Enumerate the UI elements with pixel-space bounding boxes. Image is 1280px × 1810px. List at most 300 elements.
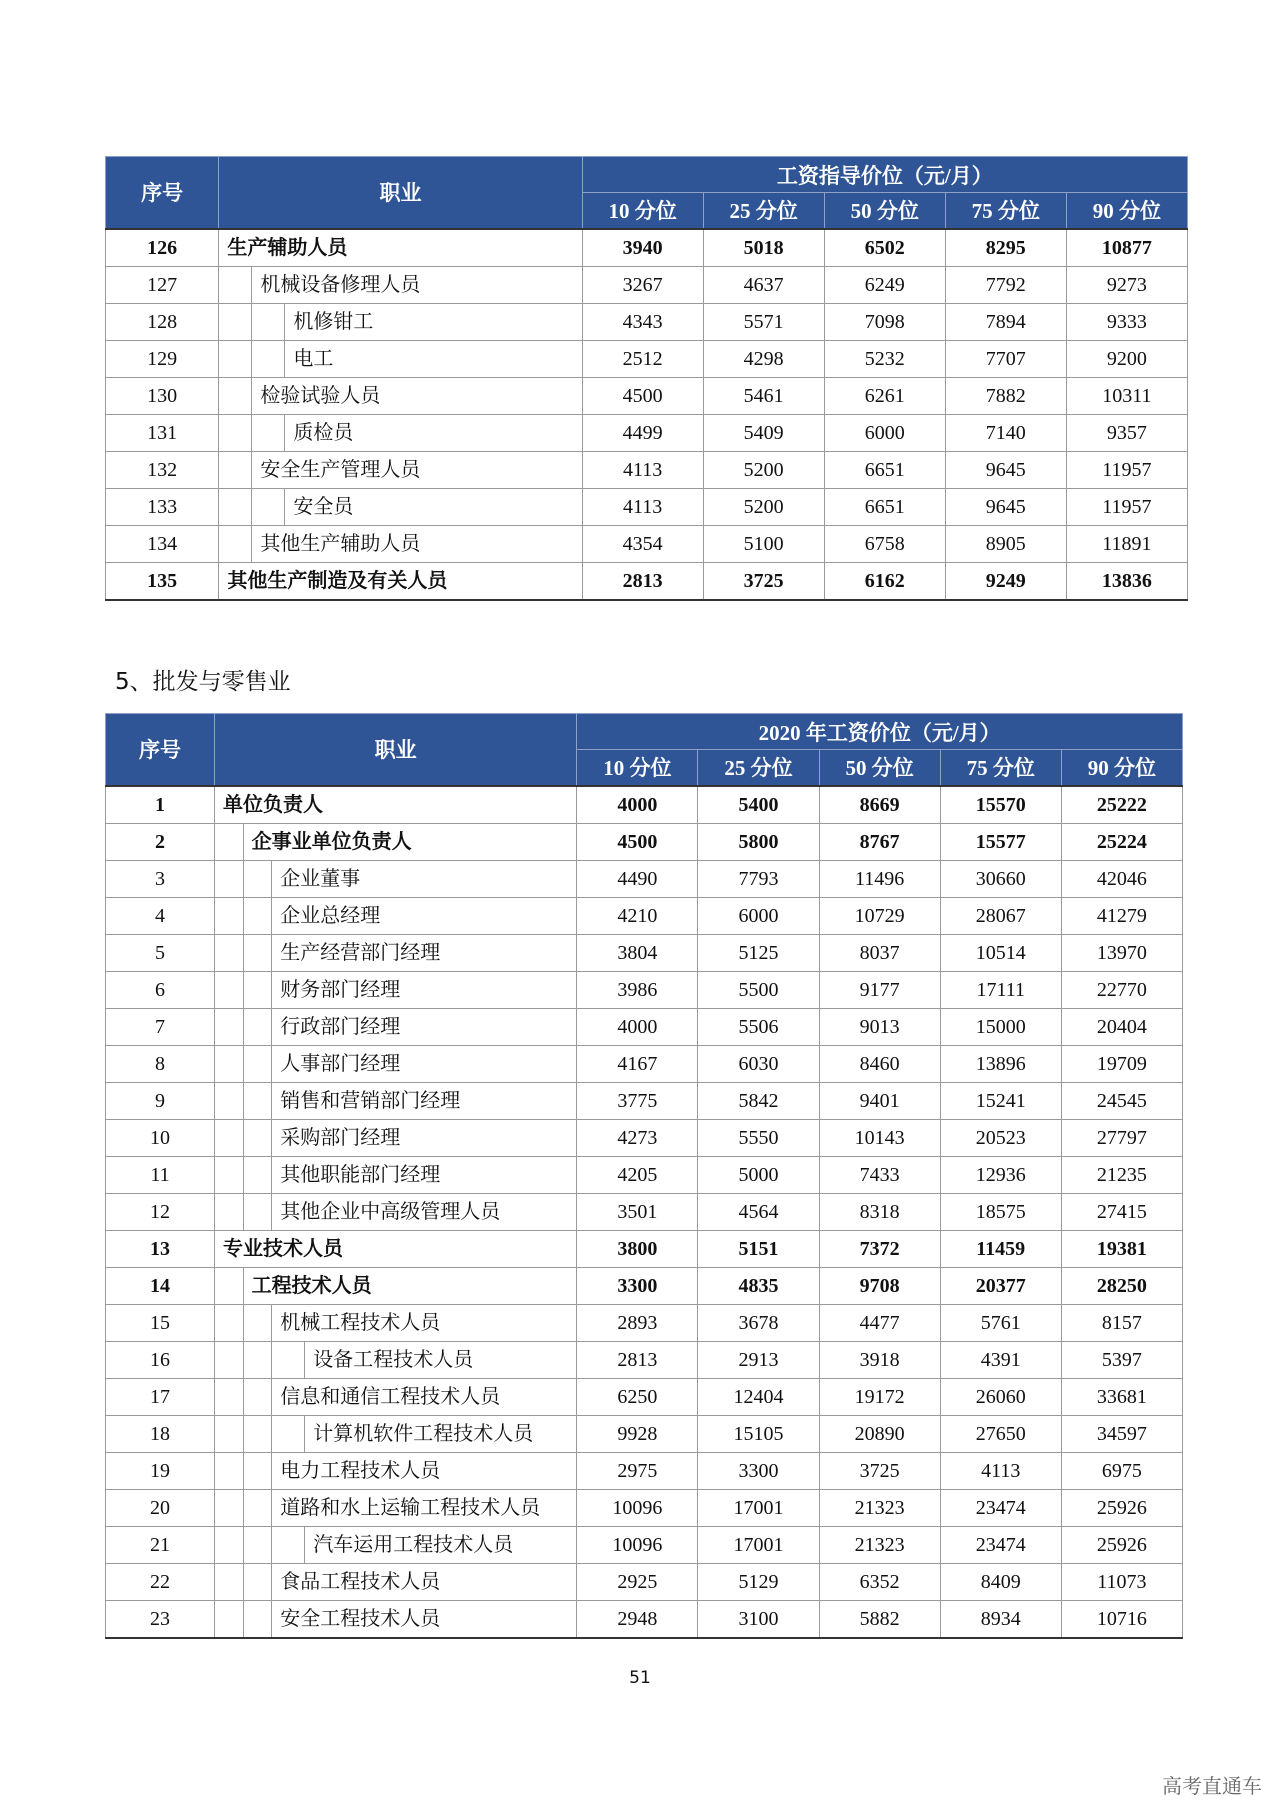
row-value-p25: 3725 xyxy=(703,562,824,600)
row-value-p10: 3300 xyxy=(577,1267,698,1304)
row-value-p90: 9333 xyxy=(1066,303,1187,340)
row-occupation: 生产经营部门经理 xyxy=(272,934,577,971)
row-value-p10: 2975 xyxy=(577,1452,698,1489)
row-seq: 20 xyxy=(106,1489,215,1526)
indent-cell xyxy=(252,488,285,525)
row-value-p50: 9177 xyxy=(819,971,940,1008)
row-value-p75: 9249 xyxy=(945,562,1066,600)
header-p25: 25 分位 xyxy=(698,750,819,786)
row-occupation: 企事业单位负责人 xyxy=(243,823,577,860)
table-row xyxy=(106,823,1183,860)
table-row xyxy=(106,1415,1183,1452)
table-row xyxy=(106,303,1188,340)
table-row xyxy=(106,451,1188,488)
row-value-p10: 3940 xyxy=(582,229,703,267)
row-value-p25: 5151 xyxy=(698,1230,819,1267)
table-row xyxy=(106,897,1183,934)
row-value-p25: 17001 xyxy=(698,1526,819,1563)
row-value-p10: 2512 xyxy=(582,340,703,377)
table-row xyxy=(106,1267,1183,1304)
row-seq: 6 xyxy=(106,971,215,1008)
row-occupation: 信息和通信工程技术人员 xyxy=(272,1378,577,1415)
row-value-p25: 3100 xyxy=(698,1600,819,1638)
table-row xyxy=(106,1193,1183,1230)
row-value-p25: 4564 xyxy=(698,1193,819,1230)
row-occupation: 电工 xyxy=(285,340,582,377)
indent-cell xyxy=(215,934,244,971)
header-p90: 90 分位 xyxy=(1061,750,1182,786)
row-occupation: 行政部门经理 xyxy=(272,1008,577,1045)
table1-body xyxy=(106,229,1188,600)
row-occupation: 人事部门经理 xyxy=(272,1045,577,1082)
header-p10: 10 分位 xyxy=(577,750,698,786)
row-seq: 22 xyxy=(106,1563,215,1600)
row-value-p50: 10143 xyxy=(819,1119,940,1156)
row-occupation: 安全工程技术人员 xyxy=(272,1600,577,1638)
row-value-p50: 21323 xyxy=(819,1489,940,1526)
row-value-p10: 2948 xyxy=(577,1600,698,1638)
row-value-p25: 5800 xyxy=(698,823,819,860)
row-value-p10: 3800 xyxy=(577,1230,698,1267)
row-seq: 15 xyxy=(106,1304,215,1341)
row-value-p25: 5506 xyxy=(698,1008,819,1045)
indent-cell xyxy=(243,1563,272,1600)
row-value-p75: 23474 xyxy=(940,1489,1061,1526)
row-value-p50: 21323 xyxy=(819,1526,940,1563)
header-p75: 75 分位 xyxy=(940,750,1061,786)
row-occupation: 检验试验人员 xyxy=(252,377,582,414)
row-value-p75: 4391 xyxy=(940,1341,1061,1378)
row-value-p10: 3501 xyxy=(577,1193,698,1230)
row-occupation: 企业总经理 xyxy=(272,897,577,934)
row-value-p90: 9273 xyxy=(1066,266,1187,303)
indent-cell xyxy=(243,971,272,1008)
row-value-p50: 6651 xyxy=(824,451,945,488)
row-value-p25: 6030 xyxy=(698,1045,819,1082)
row-value-p90: 19709 xyxy=(1061,1045,1182,1082)
row-value-p10: 4000 xyxy=(577,786,698,824)
row-value-p50: 8460 xyxy=(819,1045,940,1082)
row-occupation: 计算机软件工程技术人员 xyxy=(305,1415,577,1452)
header-p90: 90 分位 xyxy=(1066,193,1187,229)
row-value-p25: 3300 xyxy=(698,1452,819,1489)
row-seq: 128 xyxy=(106,303,219,340)
row-value-p75: 18575 xyxy=(940,1193,1061,1230)
table-row xyxy=(106,1045,1183,1082)
row-value-p75: 15570 xyxy=(940,786,1061,824)
row-value-p50: 6502 xyxy=(824,229,945,267)
row-value-p25: 5400 xyxy=(698,786,819,824)
indent-cell xyxy=(219,451,252,488)
row-value-p90: 11957 xyxy=(1066,488,1187,525)
row-seq: 7 xyxy=(106,1008,215,1045)
row-seq: 129 xyxy=(106,340,219,377)
row-seq: 10 xyxy=(106,1119,215,1156)
indent-cell xyxy=(243,897,272,934)
row-value-p90: 20404 xyxy=(1061,1008,1182,1045)
row-seq: 135 xyxy=(106,562,219,600)
indent-cell xyxy=(243,1156,272,1193)
table-row xyxy=(106,1526,1183,1563)
row-value-p50: 9708 xyxy=(819,1267,940,1304)
row-value-p90: 25222 xyxy=(1061,786,1182,824)
row-value-p10: 3267 xyxy=(582,266,703,303)
table-row xyxy=(106,562,1188,600)
row-value-p25: 5461 xyxy=(703,377,824,414)
row-occupation: 道路和水上运输工程技术人员 xyxy=(272,1489,577,1526)
indent-cell xyxy=(215,860,244,897)
row-value-p75: 15577 xyxy=(940,823,1061,860)
row-occupation: 其他职能部门经理 xyxy=(272,1156,577,1193)
row-value-p25: 2913 xyxy=(698,1341,819,1378)
indent-cell xyxy=(215,1341,244,1378)
indent-cell xyxy=(243,1082,272,1119)
row-value-p75: 26060 xyxy=(940,1378,1061,1415)
row-seq: 18 xyxy=(106,1415,215,1452)
indent-cell xyxy=(215,1045,244,1082)
row-value-p75: 7882 xyxy=(945,377,1066,414)
row-value-p90: 10877 xyxy=(1066,229,1187,267)
row-value-p10: 2813 xyxy=(582,562,703,600)
header-p10: 10 分位 xyxy=(582,193,703,229)
table-row xyxy=(106,971,1183,1008)
row-value-p90: 25224 xyxy=(1061,823,1182,860)
row-seq: 12 xyxy=(106,1193,215,1230)
indent-cell xyxy=(219,525,252,562)
row-value-p10: 4167 xyxy=(577,1045,698,1082)
row-value-p75: 15000 xyxy=(940,1008,1061,1045)
table-row xyxy=(106,340,1188,377)
row-occupation: 设备工程技术人员 xyxy=(305,1341,577,1378)
indent-cell xyxy=(219,414,252,451)
row-value-p25: 5129 xyxy=(698,1563,819,1600)
row-value-p25: 3678 xyxy=(698,1304,819,1341)
row-occupation: 单位负责人 xyxy=(215,786,577,824)
row-value-p10: 2925 xyxy=(577,1563,698,1600)
row-occupation: 其他生产制造及有关人员 xyxy=(219,562,582,600)
row-value-p75: 7894 xyxy=(945,303,1066,340)
row-value-p25: 5550 xyxy=(698,1119,819,1156)
indent-cell xyxy=(215,1008,244,1045)
row-value-p90: 27797 xyxy=(1061,1119,1182,1156)
row-value-p10: 4500 xyxy=(577,823,698,860)
row-value-p25: 15105 xyxy=(698,1415,819,1452)
row-value-p50: 8318 xyxy=(819,1193,940,1230)
row-value-p90: 11891 xyxy=(1066,525,1187,562)
row-value-p10: 10096 xyxy=(577,1526,698,1563)
indent-cell xyxy=(219,377,252,414)
row-value-p50: 6261 xyxy=(824,377,945,414)
row-value-p90: 8157 xyxy=(1061,1304,1182,1341)
indent-cell xyxy=(215,823,244,860)
row-value-p10: 4210 xyxy=(577,897,698,934)
row-value-p75: 15241 xyxy=(940,1082,1061,1119)
row-value-p75: 7792 xyxy=(945,266,1066,303)
row-value-p50: 6000 xyxy=(824,414,945,451)
indent-cell xyxy=(215,1452,244,1489)
row-value-p25: 6000 xyxy=(698,897,819,934)
indent-cell xyxy=(215,971,244,1008)
row-seq: 131 xyxy=(106,414,219,451)
table-row xyxy=(106,414,1188,451)
row-value-p90: 24545 xyxy=(1061,1082,1182,1119)
row-occupation: 汽车运用工程技术人员 xyxy=(305,1526,577,1563)
row-value-p75: 27650 xyxy=(940,1415,1061,1452)
indent-cell xyxy=(215,1600,244,1638)
table-row xyxy=(106,860,1183,897)
row-value-p10: 2893 xyxy=(577,1304,698,1341)
row-value-p50: 5232 xyxy=(824,340,945,377)
table-row xyxy=(106,1119,1183,1156)
row-value-p75: 10514 xyxy=(940,934,1061,971)
row-occupation: 机械设备修理人员 xyxy=(252,266,582,303)
row-value-p75: 9645 xyxy=(945,488,1066,525)
indent-cell xyxy=(252,414,285,451)
row-seq: 133 xyxy=(106,488,219,525)
section-title: 5、批发与零售业 xyxy=(115,669,291,695)
row-value-p90: 9357 xyxy=(1066,414,1187,451)
row-value-p90: 10716 xyxy=(1061,1600,1182,1638)
row-value-p90: 19381 xyxy=(1061,1230,1182,1267)
row-value-p50: 9401 xyxy=(819,1082,940,1119)
row-value-p10: 4205 xyxy=(577,1156,698,1193)
indent-cell xyxy=(243,1045,272,1082)
row-value-p75: 8295 xyxy=(945,229,1066,267)
table-row xyxy=(106,1008,1183,1045)
row-value-p90: 21235 xyxy=(1061,1156,1182,1193)
header-p50: 50 分位 xyxy=(819,750,940,786)
row-value-p25: 5125 xyxy=(698,934,819,971)
row-seq: 5 xyxy=(106,934,215,971)
row-value-p25: 4835 xyxy=(698,1267,819,1304)
row-value-p75: 11459 xyxy=(940,1230,1061,1267)
row-value-p25: 5100 xyxy=(703,525,824,562)
row-value-p50: 8669 xyxy=(819,786,940,824)
table-row xyxy=(106,1489,1183,1526)
row-value-p10: 4490 xyxy=(577,860,698,897)
row-value-p90: 34597 xyxy=(1061,1415,1182,1452)
row-value-p90: 28250 xyxy=(1061,1267,1182,1304)
row-value-p90: 25926 xyxy=(1061,1489,1182,1526)
row-occupation: 安全生产管理人员 xyxy=(252,451,582,488)
header-wage-group: 2020 年工资价位（元/月） xyxy=(577,714,1183,750)
row-seq: 3 xyxy=(106,860,215,897)
row-value-p25: 4298 xyxy=(703,340,824,377)
indent-cell xyxy=(272,1341,305,1378)
row-value-p10: 2813 xyxy=(577,1341,698,1378)
indent-cell xyxy=(215,1563,244,1600)
row-value-p75: 9645 xyxy=(945,451,1066,488)
row-value-p50: 9013 xyxy=(819,1008,940,1045)
row-seq: 1 xyxy=(106,786,215,824)
table-row xyxy=(106,1600,1183,1638)
row-value-p90: 13836 xyxy=(1066,562,1187,600)
indent-cell xyxy=(243,1415,272,1452)
table2-body xyxy=(106,786,1183,1638)
row-value-p50: 4477 xyxy=(819,1304,940,1341)
row-value-p10: 6250 xyxy=(577,1378,698,1415)
row-value-p90: 41279 xyxy=(1061,897,1182,934)
row-value-p10: 4499 xyxy=(582,414,703,451)
indent-cell xyxy=(219,303,252,340)
row-value-p90: 5397 xyxy=(1061,1341,1182,1378)
row-value-p90: 10311 xyxy=(1066,377,1187,414)
row-seq: 19 xyxy=(106,1452,215,1489)
table-row xyxy=(106,1563,1183,1600)
row-occupation: 销售和营销部门经理 xyxy=(272,1082,577,1119)
row-occupation: 食品工程技术人员 xyxy=(272,1563,577,1600)
indent-cell xyxy=(243,860,272,897)
indent-cell xyxy=(243,1378,272,1415)
indent-cell xyxy=(215,1304,244,1341)
header-p25: 25 分位 xyxy=(703,193,824,229)
table-row xyxy=(106,1341,1183,1378)
header-seq: 序号 xyxy=(106,157,219,229)
table-row xyxy=(106,786,1183,824)
row-seq: 126 xyxy=(106,229,219,267)
indent-cell xyxy=(243,1119,272,1156)
row-seq: 8 xyxy=(106,1045,215,1082)
row-occupation: 生产辅助人员 xyxy=(219,229,582,267)
row-seq: 11 xyxy=(106,1156,215,1193)
row-value-p75: 5761 xyxy=(940,1304,1061,1341)
row-seq: 17 xyxy=(106,1378,215,1415)
row-value-p75: 13896 xyxy=(940,1045,1061,1082)
header-wage-group: 工资指导价位（元/月） xyxy=(582,157,1187,193)
header-p75: 75 分位 xyxy=(945,193,1066,229)
indent-cell xyxy=(243,1452,272,1489)
row-value-p25: 12404 xyxy=(698,1378,819,1415)
table-row xyxy=(106,1082,1183,1119)
indent-cell xyxy=(215,1119,244,1156)
indent-cell xyxy=(252,303,285,340)
indent-cell xyxy=(215,1156,244,1193)
table-row xyxy=(106,1156,1183,1193)
row-value-p25: 5500 xyxy=(698,971,819,1008)
row-value-p50: 7433 xyxy=(819,1156,940,1193)
row-value-p75: 28067 xyxy=(940,897,1061,934)
row-occupation: 机修钳工 xyxy=(285,303,582,340)
row-seq: 21 xyxy=(106,1526,215,1563)
row-seq: 14 xyxy=(106,1267,215,1304)
watermark: 高考直通车 xyxy=(1162,1774,1262,1798)
row-value-p10: 3804 xyxy=(577,934,698,971)
header-occupation: 职业 xyxy=(219,157,582,229)
row-value-p75: 7140 xyxy=(945,414,1066,451)
indent-cell xyxy=(215,1378,244,1415)
indent-cell xyxy=(215,1267,244,1304)
row-value-p50: 20890 xyxy=(819,1415,940,1452)
row-occupation: 其他生产辅助人员 xyxy=(252,525,582,562)
wage-table-manufacturing xyxy=(105,156,1188,601)
row-occupation: 电力工程技术人员 xyxy=(272,1452,577,1489)
row-occupation: 机械工程技术人员 xyxy=(272,1304,577,1341)
row-value-p50: 10729 xyxy=(819,897,940,934)
row-value-p10: 4113 xyxy=(582,451,703,488)
row-value-p10: 4500 xyxy=(582,377,703,414)
row-value-p90: 6975 xyxy=(1061,1452,1182,1489)
page-number: 51 xyxy=(629,1668,651,1688)
row-seq: 134 xyxy=(106,525,219,562)
table-row xyxy=(106,377,1188,414)
row-seq: 4 xyxy=(106,897,215,934)
row-value-p90: 33681 xyxy=(1061,1378,1182,1415)
row-value-p90: 25926 xyxy=(1061,1526,1182,1563)
row-value-p75: 4113 xyxy=(940,1452,1061,1489)
row-value-p75: 20377 xyxy=(940,1267,1061,1304)
indent-cell xyxy=(243,1489,272,1526)
row-value-p10: 3775 xyxy=(577,1082,698,1119)
wage-table-wholesale-retail xyxy=(105,713,1183,1639)
row-occupation: 财务部门经理 xyxy=(272,971,577,1008)
row-value-p90: 11957 xyxy=(1066,451,1187,488)
row-value-p25: 4637 xyxy=(703,266,824,303)
indent-cell xyxy=(215,1489,244,1526)
row-value-p10: 4273 xyxy=(577,1119,698,1156)
indent-cell xyxy=(243,1526,272,1563)
row-value-p90: 11073 xyxy=(1061,1563,1182,1600)
row-occupation: 安全员 xyxy=(285,488,582,525)
row-value-p90: 22770 xyxy=(1061,971,1182,1008)
row-value-p75: 12936 xyxy=(940,1156,1061,1193)
row-seq: 130 xyxy=(106,377,219,414)
row-seq: 132 xyxy=(106,451,219,488)
row-value-p75: 8409 xyxy=(940,1563,1061,1600)
row-value-p50: 3918 xyxy=(819,1341,940,1378)
row-value-p75: 7707 xyxy=(945,340,1066,377)
header-seq: 序号 xyxy=(106,714,215,786)
row-value-p75: 8905 xyxy=(945,525,1066,562)
row-value-p25: 5018 xyxy=(703,229,824,267)
row-value-p25: 5200 xyxy=(703,451,824,488)
row-occupation: 质检员 xyxy=(285,414,582,451)
row-value-p50: 6162 xyxy=(824,562,945,600)
row-value-p10: 4113 xyxy=(582,488,703,525)
row-value-p10: 9928 xyxy=(577,1415,698,1452)
row-value-p75: 30660 xyxy=(940,860,1061,897)
row-value-p90: 9200 xyxy=(1066,340,1187,377)
row-value-p90: 13970 xyxy=(1061,934,1182,971)
row-value-p10: 10096 xyxy=(577,1489,698,1526)
table-row xyxy=(106,266,1188,303)
row-value-p50: 6758 xyxy=(824,525,945,562)
table-row xyxy=(106,488,1188,525)
row-value-p75: 17111 xyxy=(940,971,1061,1008)
indent-cell xyxy=(215,1526,244,1563)
row-value-p75: 8934 xyxy=(940,1600,1061,1638)
row-occupation: 工程技术人员 xyxy=(243,1267,577,1304)
row-value-p10: 4000 xyxy=(577,1008,698,1045)
row-seq: 9 xyxy=(106,1082,215,1119)
row-value-p25: 5000 xyxy=(698,1156,819,1193)
row-value-p25: 17001 xyxy=(698,1489,819,1526)
row-value-p50: 8037 xyxy=(819,934,940,971)
row-value-p50: 8767 xyxy=(819,823,940,860)
row-value-p10: 4354 xyxy=(582,525,703,562)
row-seq: 16 xyxy=(106,1341,215,1378)
indent-cell xyxy=(219,340,252,377)
row-value-p25: 5200 xyxy=(703,488,824,525)
table-row xyxy=(106,934,1183,971)
table-row xyxy=(106,1230,1183,1267)
table-row xyxy=(106,525,1188,562)
indent-cell xyxy=(243,1600,272,1638)
row-seq: 13 xyxy=(106,1230,215,1267)
row-value-p50: 3725 xyxy=(819,1452,940,1489)
table-row xyxy=(106,1378,1183,1415)
row-value-p50: 5882 xyxy=(819,1600,940,1638)
row-occupation: 专业技术人员 xyxy=(215,1230,577,1267)
